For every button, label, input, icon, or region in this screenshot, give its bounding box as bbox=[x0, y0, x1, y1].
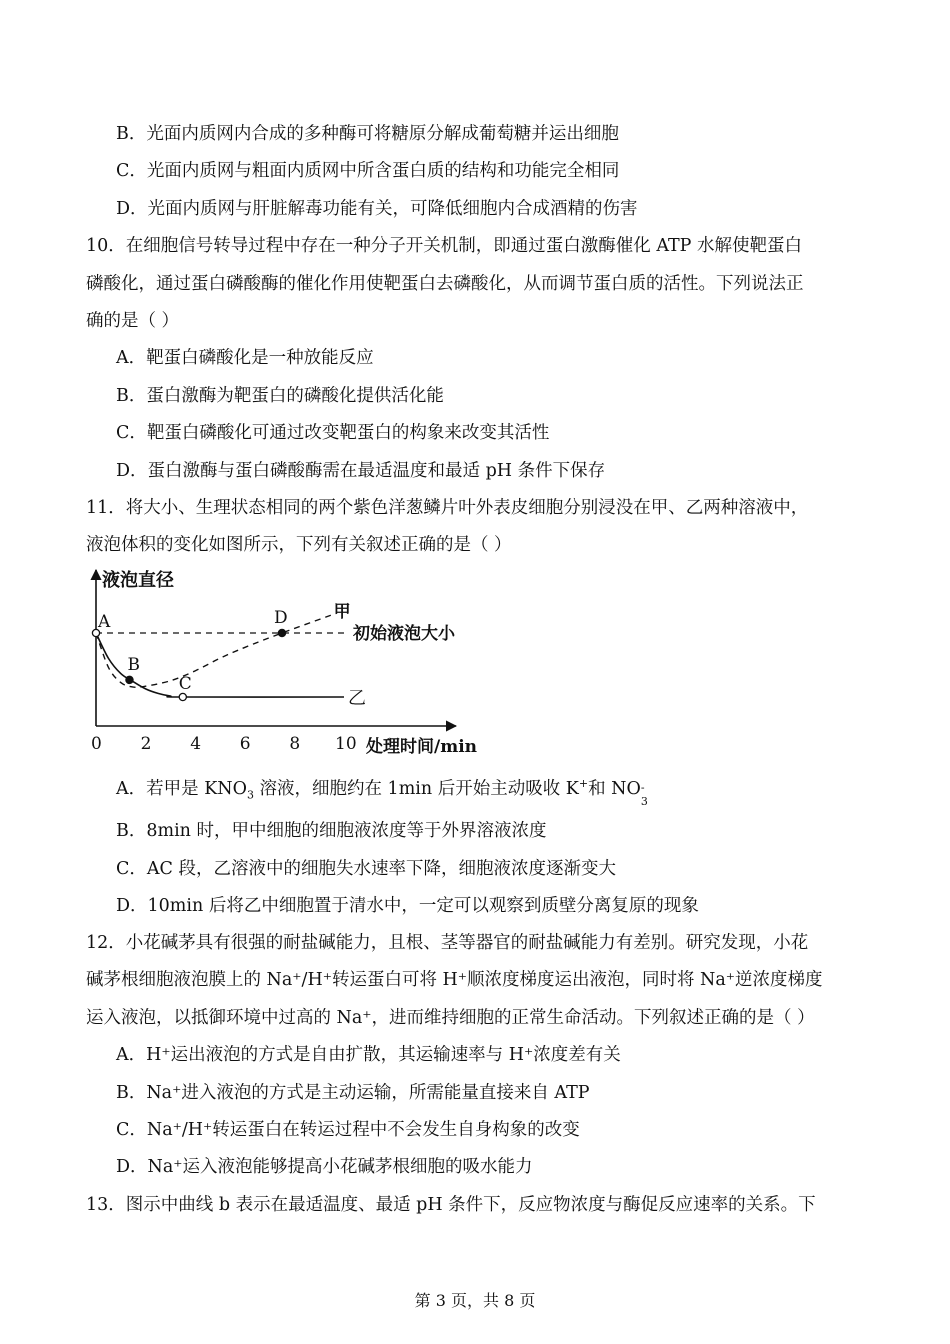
point-D bbox=[278, 629, 285, 636]
x-tick-6: 6 bbox=[239, 734, 251, 754]
q10-stem-line1: 10．在细胞信号转导过程中存在一种分子开关机制，即通过蛋白激酶催化 ATP 水解使靶蛋白 bbox=[86, 236, 803, 256]
q11-option-c: C．AC 段，乙溶液中的细胞失水速率下降，细胞液浓度逐渐变大 bbox=[116, 859, 616, 879]
q12-option-b: B．Na⁺进入液泡的方式是主动运输，所需能量直接来自 ATP bbox=[116, 1083, 590, 1103]
x-axis-label: 处理时间/min bbox=[366, 737, 478, 757]
point-label-C: C bbox=[178, 674, 192, 694]
x-tick-10: 10 bbox=[335, 734, 357, 754]
q9-option-d: D．光面内质网与肝脏解毒功能有关，可降低细胞内合成酒精的伤害 bbox=[116, 199, 638, 219]
y-axis-label: 液泡直径 bbox=[102, 570, 174, 591]
q10-option-d: D．蛋白激酶与蛋白磷酸酶需在最适温度和最适 pH 条件下保存 bbox=[116, 461, 606, 481]
point-label-D: D bbox=[274, 608, 288, 628]
point-C bbox=[179, 693, 186, 700]
q9-option-c: C．光面内质网与粗面内质网中所含蛋白质的结构和功能完全相同 bbox=[116, 161, 620, 181]
q10-option-a: A．靶蛋白磷酸化是一种放能反应 bbox=[116, 348, 374, 368]
q11-stem-line2: 液泡体积的变化如图所示，下列有关叙述正确的是（ ） bbox=[86, 535, 512, 555]
page-footer: 第 3 页，共 8 页 bbox=[414, 1291, 536, 1310]
series-yi-label: 乙 bbox=[348, 688, 366, 709]
x-tick-8: 8 bbox=[289, 734, 301, 754]
q12-option-d: D．Na⁺运入液泡能够提高小花碱茅根细胞的吸水能力 bbox=[116, 1157, 533, 1177]
q10-stem-line3: 确的是（ ） bbox=[86, 311, 180, 331]
vacuole-diameter-chart bbox=[84, 566, 504, 762]
x-tick-labels bbox=[91, 734, 357, 754]
point-B bbox=[126, 676, 133, 683]
q13-stem-line1: 13．图示中曲线 b 表示在最适温度、最适 pH 条件下，反应物浓度与酶促反应速率的关系。下 bbox=[86, 1195, 816, 1215]
x-tick-4: 4 bbox=[190, 734, 202, 754]
q12-stem-line2: 碱茅根细胞液泡膜上的 Na⁺/H⁺转运蛋白可将 H⁺顺浓度梯度运出液泡，同时将 Na⁺逆浓度梯度 bbox=[86, 970, 823, 990]
q12-option-a: A．H⁺运出液泡的方式是自由扩散，其运输速率与 H⁺浓度差有关 bbox=[116, 1045, 621, 1065]
q12-stem-line1: 12．小花碱茅具有很强的耐盐碱能力，且根、茎等器官的耐盐碱能力有差别。研究发现，小花 bbox=[86, 933, 809, 953]
q10-stem-line2: 磷酸化，通过蛋白磷酸酶的催化作用使靶蛋白去磷酸化，从而调节蛋白质的活性。下列说法正 bbox=[86, 274, 804, 294]
q12-option-c: C．Na⁺/H⁺转运蛋白在转运过程中不会发生自身构象的改变 bbox=[116, 1120, 580, 1140]
initial-size-label: 初始液泡大小 bbox=[352, 624, 455, 644]
x-tick-0: 0 bbox=[91, 734, 102, 754]
q9-option-b: B．光面内质网内合成的多种酶可将糖原分解成葡萄糖并运出细胞 bbox=[116, 124, 619, 144]
q12-stem-line3: 运入液泡，以抵御环境中过高的 Na⁺，进而维持细胞的正常生命活动。下列叙述正确的是（ ） bbox=[86, 1008, 815, 1028]
q10-option-c: C．靶蛋白磷酸化可通过改变靶蛋白的构象来改变其活性 bbox=[116, 423, 550, 443]
q10-option-b: B．蛋白激酶为靶蛋白的磷酸化提供活化能 bbox=[116, 386, 444, 406]
point-label-A: A bbox=[98, 612, 111, 632]
q11-option-a: A．若甲是 $KNO_3$ 溶液，细胞约在 1min 后开始主动吸收 K+和 NO - 3 bbox=[116, 777, 648, 808]
key-points bbox=[92, 608, 287, 701]
x-tick-2: 2 bbox=[140, 734, 152, 754]
q11-stem-line1: 11．将大小、生理状态相同的两个紫色洋葱鳞片叶外表皮细胞分别浸没在甲、乙两种溶液中， bbox=[86, 498, 809, 518]
series-jia-label: 甲 bbox=[333, 601, 351, 622]
point-label-B: B bbox=[127, 654, 140, 675]
q11-option-d: D．10min 后将乙中细胞置于清水中，一定可以观察到质壁分离复原的现象 bbox=[116, 896, 699, 916]
q11-option-b: B．8min 时，甲中细胞的细胞液浓度等于外界溶液浓度 bbox=[116, 821, 547, 841]
